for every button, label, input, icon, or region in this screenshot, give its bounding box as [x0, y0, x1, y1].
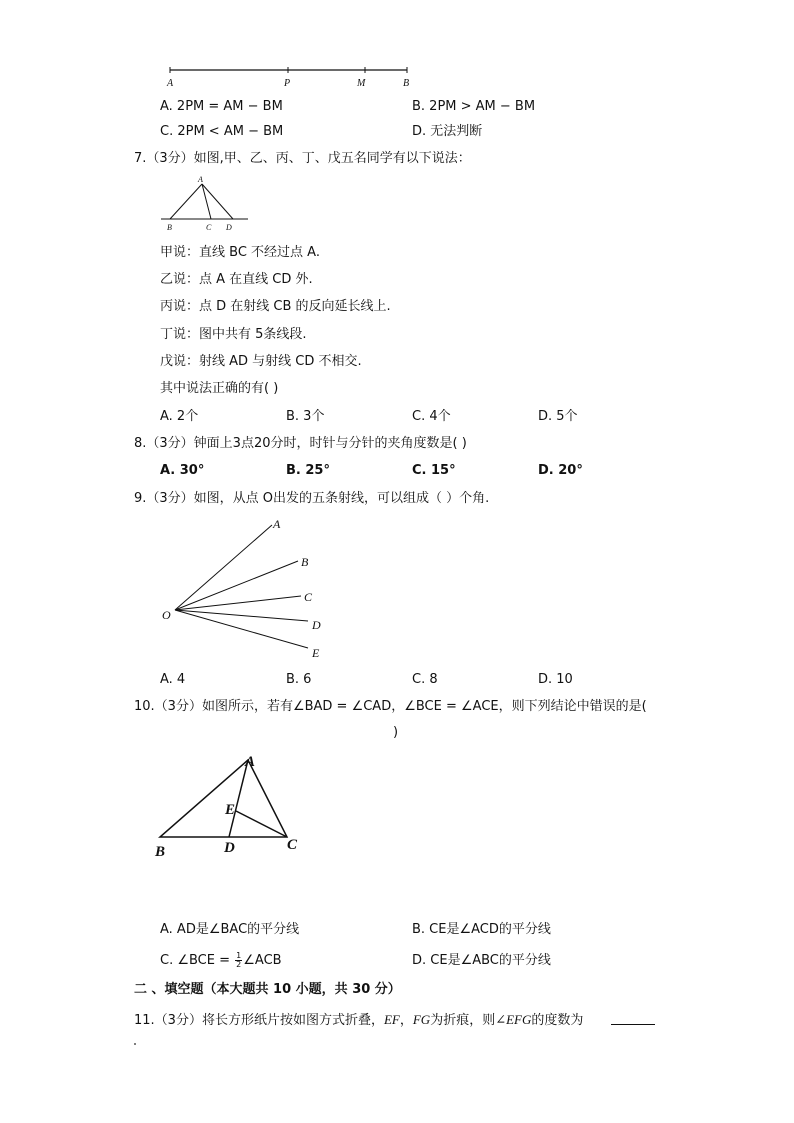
q11-comma: ， — [399, 1013, 413, 1028]
label-b: B — [403, 78, 410, 89]
q11-answer-blank[interactable] — [611, 1024, 655, 1025]
q7-statement-wu: 戊说：射线 AD 与射线 CD 不相交. — [160, 354, 362, 369]
label-b: B — [301, 555, 309, 569]
q11-fg: FG — [412, 1012, 431, 1027]
q7-statement-jia: 甲说：直线 BC 不经过点 A. — [160, 245, 320, 260]
q11-suffix: 的度数为 — [531, 1013, 584, 1028]
q7-option-d: D. 5个 — [538, 409, 578, 424]
q7-option-a: A. 2个 — [160, 409, 199, 424]
q9-option-d: D. 10 — [538, 672, 573, 687]
q8-option-a: A. 30° — [160, 463, 205, 478]
q10-option-d: D. CE是∠ABC的平分线 — [412, 953, 551, 968]
fraction-numerator: 1 — [236, 951, 242, 960]
q10-option-a: A. AD是∠BAC的平分线 — [160, 922, 300, 937]
label-a: A — [198, 175, 203, 184]
label-b: B — [167, 223, 172, 232]
label-d: D — [226, 223, 232, 232]
q9-rays-figure — [155, 512, 335, 667]
ray-ob — [175, 561, 298, 610]
label-e: E — [312, 646, 320, 660]
label-d: D — [312, 618, 321, 632]
label-d: D — [224, 840, 235, 856]
label-o: O — [162, 608, 171, 622]
segment-ab — [170, 184, 202, 219]
q7-option-b: B. 3个 — [286, 409, 325, 424]
q7-statement-bing: 丙说：点 D 在射线 CB 的反向延长线上. — [160, 299, 391, 314]
label-m: M — [357, 78, 366, 89]
label-c: C — [304, 590, 313, 604]
triangle-abc — [160, 760, 287, 837]
q10-stem-end: ) — [393, 725, 399, 740]
label-e: E — [225, 802, 236, 818]
q7-triangle-figure — [158, 172, 253, 234]
q9-option-b: B. 6 — [286, 672, 312, 687]
q6-option-d: D. 无法判断 — [412, 124, 483, 139]
q6-option-b: B. 2PM > AM − BM — [412, 99, 536, 114]
q9-option-a: A. 4 — [160, 672, 186, 687]
q11-prefix: 11.（3分）将长方形纸片按如图方式折叠， — [134, 1013, 384, 1028]
segment-ad — [229, 760, 248, 837]
q6-segment-figure — [160, 62, 420, 92]
q10-option-b: B. CE是∠ACD的平分线 — [412, 922, 551, 937]
q7-stem: 7.（3分）如图,甲、乙、丙、丁、戊五名同学有以下说法： — [134, 151, 471, 166]
q10-stem: 10.（3分）如图所示，若有∠BAD = ∠CAD，∠BCE = ∠ACE，则下列结论中错误的是( — [134, 699, 647, 714]
q6-option-a: A. 2PM = AM − BM — [160, 99, 283, 114]
q10-option-c-suffix: ∠ACB — [243, 953, 282, 968]
q8-option-c: C. 15° — [412, 463, 456, 478]
q11-middle: 为折痕，则 — [430, 1013, 496, 1028]
label-b: B — [155, 844, 166, 860]
q7-question: 其中说法正确的有( ) — [160, 381, 279, 396]
q11-ef: EF — [383, 1012, 400, 1027]
q7-option-c: C. 4个 — [412, 409, 451, 424]
q10-option-c-prefix: C. ∠BCE = — [160, 953, 231, 968]
fraction-denominator: 2 — [236, 960, 242, 969]
q8-option-d: D. 20° — [538, 463, 583, 478]
section-heading-fill-in: 二 、填空题（本大题共 10 小题，共 30 分） — [134, 982, 401, 997]
q10-triangle-figure — [150, 748, 310, 863]
trailing-dot — [134, 1043, 136, 1045]
ray-oa — [175, 525, 272, 610]
label-a: A — [273, 517, 281, 531]
segment-ce — [236, 811, 287, 837]
q11-stem — [134, 1012, 583, 1029]
label-c: C — [206, 223, 212, 232]
q6-option-c: C. 2PM < AM − BM — [160, 124, 284, 139]
label-p: P — [284, 78, 291, 89]
q8-option-b: B. 25° — [286, 463, 330, 478]
label-c: C — [287, 837, 298, 853]
q8-stem: 8.（3分）钟面上3点20分时，时针与分针的夹角度数是( ) — [134, 436, 467, 451]
label-a: A — [167, 78, 174, 89]
fraction-one-half — [235, 952, 242, 969]
q9-stem: 9.（3分）如图，从点 O出发的五条射线，可以组成（ ）个角. — [134, 491, 490, 506]
label-a: A — [245, 754, 256, 770]
q9-option-c: C. 8 — [412, 672, 438, 687]
q11-angle: ∠EFG — [495, 1012, 532, 1027]
q7-statement-ding: 丁说：图中共有 5条线段. — [160, 327, 307, 342]
q10-option-c — [160, 951, 282, 971]
q7-statement-yi: 乙说：点 A 在直线 CD 外. — [160, 272, 313, 287]
